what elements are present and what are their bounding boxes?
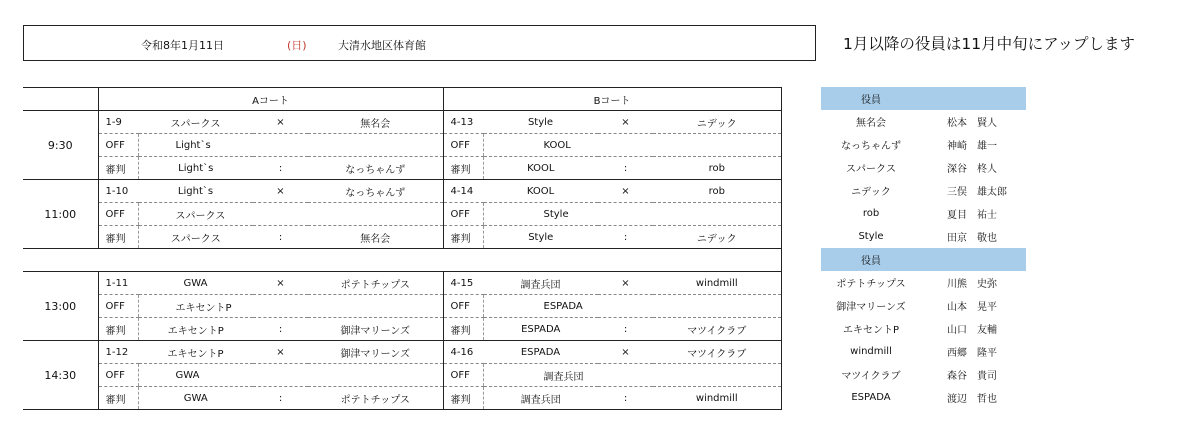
off-team: 調査兵団 <box>483 364 781 387</box>
referee-label: 審判 <box>443 226 483 249</box>
team-2: なっちゃんず <box>308 180 443 203</box>
referee-label: 審判 <box>98 226 138 249</box>
team-2: rob <box>653 180 781 203</box>
vs-mark: × <box>253 180 308 203</box>
off-label: OFF <box>98 295 138 318</box>
off-label: OFF <box>443 295 483 318</box>
referee-label: 審判 <box>98 318 138 341</box>
team-2: マツイクラブ <box>653 341 781 364</box>
officials-header-fill <box>921 248 1026 271</box>
off-label: OFF <box>98 134 138 157</box>
off-label: OFF <box>98 203 138 226</box>
official-row <box>821 363 1026 386</box>
referee-team-2: windmill <box>653 387 781 410</box>
official-team: エキセントP <box>842 325 900 336</box>
official-name: 三俣 雄太郎 <box>947 187 1007 198</box>
official-row <box>821 294 1026 317</box>
off-row <box>23 364 781 387</box>
referee-team-2: 無名会 <box>308 226 443 249</box>
off-label: OFF <box>443 364 483 387</box>
official-team: スパークス <box>846 164 896 175</box>
officials-header-fill <box>921 87 1026 110</box>
officials-table <box>821 87 1026 409</box>
team-1: GWA <box>138 272 253 295</box>
match-number: 1-12 <box>98 341 138 364</box>
schedule-body <box>23 88 781 410</box>
team-1: スパークス <box>138 111 253 134</box>
match-row <box>23 341 781 364</box>
off-team: ESPADA <box>483 295 781 318</box>
officials-header-row <box>821 87 1026 110</box>
vs-mark: × <box>598 272 653 295</box>
referee-team-2: ニデック <box>653 226 781 249</box>
colon-mark: : <box>253 157 308 180</box>
match-row <box>23 180 781 203</box>
match-number: 4-14 <box>443 180 483 203</box>
court-b-header: Bコート <box>443 88 781 111</box>
referee-team-1: ESPADA <box>483 318 598 341</box>
official-row <box>821 271 1026 294</box>
off-label: OFF <box>443 203 483 226</box>
official-row <box>821 340 1026 363</box>
off-row <box>23 295 781 318</box>
official-name: 山本 晃平 <box>947 302 997 313</box>
match-row <box>23 272 781 295</box>
official-team: Style <box>858 231 884 242</box>
referee-team-1: KOOL <box>483 157 598 180</box>
event-header <box>23 25 816 61</box>
colon-mark: : <box>598 387 653 410</box>
off-label: OFF <box>443 134 483 157</box>
break-cell <box>23 249 781 272</box>
official-name: 渡辺 哲也 <box>947 394 997 405</box>
team-1: Light`s <box>138 180 253 203</box>
referee-team-1: Light`s <box>138 157 253 180</box>
colon-mark: : <box>253 226 308 249</box>
official-name: 松本 賢人 <box>947 118 997 129</box>
team-1: ESPADA <box>483 341 598 364</box>
referee-label: 審判 <box>98 387 138 410</box>
referee-team-1: スパークス <box>138 226 253 249</box>
referee-label: 審判 <box>443 157 483 180</box>
officials-header: 役員 <box>821 248 921 271</box>
event-venue: 大清水地区体育館 <box>338 39 426 52</box>
off-row <box>23 203 781 226</box>
team-1: Style <box>483 111 598 134</box>
vs-mark: × <box>253 341 308 364</box>
lunch-break-row <box>23 249 781 272</box>
official-team: 御津マリーンズ <box>836 302 906 313</box>
match-number: 4-16 <box>443 341 483 364</box>
vs-mark: × <box>598 111 653 134</box>
referee-row <box>23 318 781 341</box>
off-team: Light`s <box>138 134 443 157</box>
off-team: GWA <box>138 364 443 387</box>
team-1: KOOL <box>483 180 598 203</box>
team-2: ポテトチップス <box>308 272 443 295</box>
referee-team-1: Style <box>483 226 598 249</box>
referee-team-1: GWA <box>138 387 253 410</box>
referee-team-2: rob <box>653 157 781 180</box>
team-2: windmill <box>653 272 781 295</box>
time-slot: 13:00 <box>23 272 98 341</box>
colon-mark: : <box>253 387 308 410</box>
referee-row <box>23 387 781 410</box>
official-name: 森谷 貴司 <box>947 371 997 382</box>
match-number: 1-10 <box>98 180 138 203</box>
schedule-table <box>23 87 782 410</box>
official-team: なっちゃんず <box>841 141 901 152</box>
referee-team-2: マツイクラブ <box>653 318 781 341</box>
colon-mark: : <box>253 318 308 341</box>
official-name: 山口 友輔 <box>947 325 997 336</box>
referee-row <box>23 226 781 249</box>
vs-mark: × <box>598 341 653 364</box>
match-number: 1-9 <box>98 111 138 134</box>
off-team: KOOL <box>483 134 781 157</box>
referee-label: 審判 <box>443 318 483 341</box>
officials-notice: 1月以降の役員は11月中旬にアップします <box>843 35 1136 53</box>
official-team: rob <box>862 208 880 219</box>
off-team: Style <box>483 203 781 226</box>
vs-mark: × <box>253 272 308 295</box>
vs-mark: × <box>253 111 308 134</box>
colon-mark: : <box>598 226 653 249</box>
official-row <box>821 202 1026 225</box>
official-team: マツイクラブ <box>841 371 901 382</box>
team-2: 無名会 <box>308 111 443 134</box>
event-date: 令和8年1月11日 <box>141 39 224 52</box>
referee-team-1: 調査兵団 <box>483 387 598 410</box>
referee-team-1: エキセントP <box>138 318 253 341</box>
event-weekday: (日) <box>287 39 307 52</box>
match-row <box>23 111 781 134</box>
team-1: 調査兵団 <box>483 272 598 295</box>
official-name: 深谷 柊人 <box>947 164 997 175</box>
official-row <box>821 386 1026 409</box>
match-number: 4-13 <box>443 111 483 134</box>
official-row <box>821 225 1026 248</box>
team-1: エキセントP <box>138 341 253 364</box>
official-name: 西郷 隆平 <box>947 348 997 359</box>
official-row <box>821 156 1026 179</box>
officials-header: 役員 <box>821 87 921 110</box>
official-team: windmill <box>850 346 892 357</box>
officials-header-row <box>821 248 1026 271</box>
referee-team-2: 御津マリーンズ <box>308 318 443 341</box>
match-number: 1-11 <box>98 272 138 295</box>
official-row <box>821 317 1026 340</box>
official-name: 川熊 史弥 <box>947 279 997 290</box>
referee-label: 審判 <box>98 157 138 180</box>
official-team: ポテトチップス <box>836 279 906 290</box>
time-slot: 9:30 <box>23 111 98 180</box>
court-header-row <box>23 88 781 111</box>
vs-mark: × <box>598 180 653 203</box>
match-number: 4-15 <box>443 272 483 295</box>
time-slot: 14:30 <box>23 341 98 410</box>
official-name: 田京 敬也 <box>947 233 997 244</box>
colon-mark: : <box>598 318 653 341</box>
official-name: 神崎 雄一 <box>947 141 997 152</box>
referee-label: 審判 <box>443 387 483 410</box>
official-team: 無名会 <box>856 118 886 129</box>
team-2: ニデック <box>653 111 781 134</box>
team-2: 御津マリーンズ <box>308 341 443 364</box>
off-row <box>23 134 781 157</box>
off-team: スパークス <box>138 203 443 226</box>
official-team: ESPADA <box>851 392 891 403</box>
official-team: ニデック <box>851 187 891 198</box>
officials-body <box>821 87 1026 409</box>
referee-team-2: なっちゃんず <box>308 157 443 180</box>
official-row <box>821 179 1026 202</box>
official-row <box>821 133 1026 156</box>
official-row <box>821 110 1026 133</box>
referee-row <box>23 157 781 180</box>
off-label: OFF <box>98 364 138 387</box>
colon-mark: : <box>598 157 653 180</box>
court-a-header: Aコート <box>98 88 443 111</box>
referee-team-2: ポテトチップス <box>308 387 443 410</box>
time-slot: 11:00 <box>23 180 98 249</box>
official-name: 夏目 祐士 <box>947 210 997 221</box>
off-team: エキセントP <box>138 295 443 318</box>
time-header-cell <box>23 88 98 111</box>
